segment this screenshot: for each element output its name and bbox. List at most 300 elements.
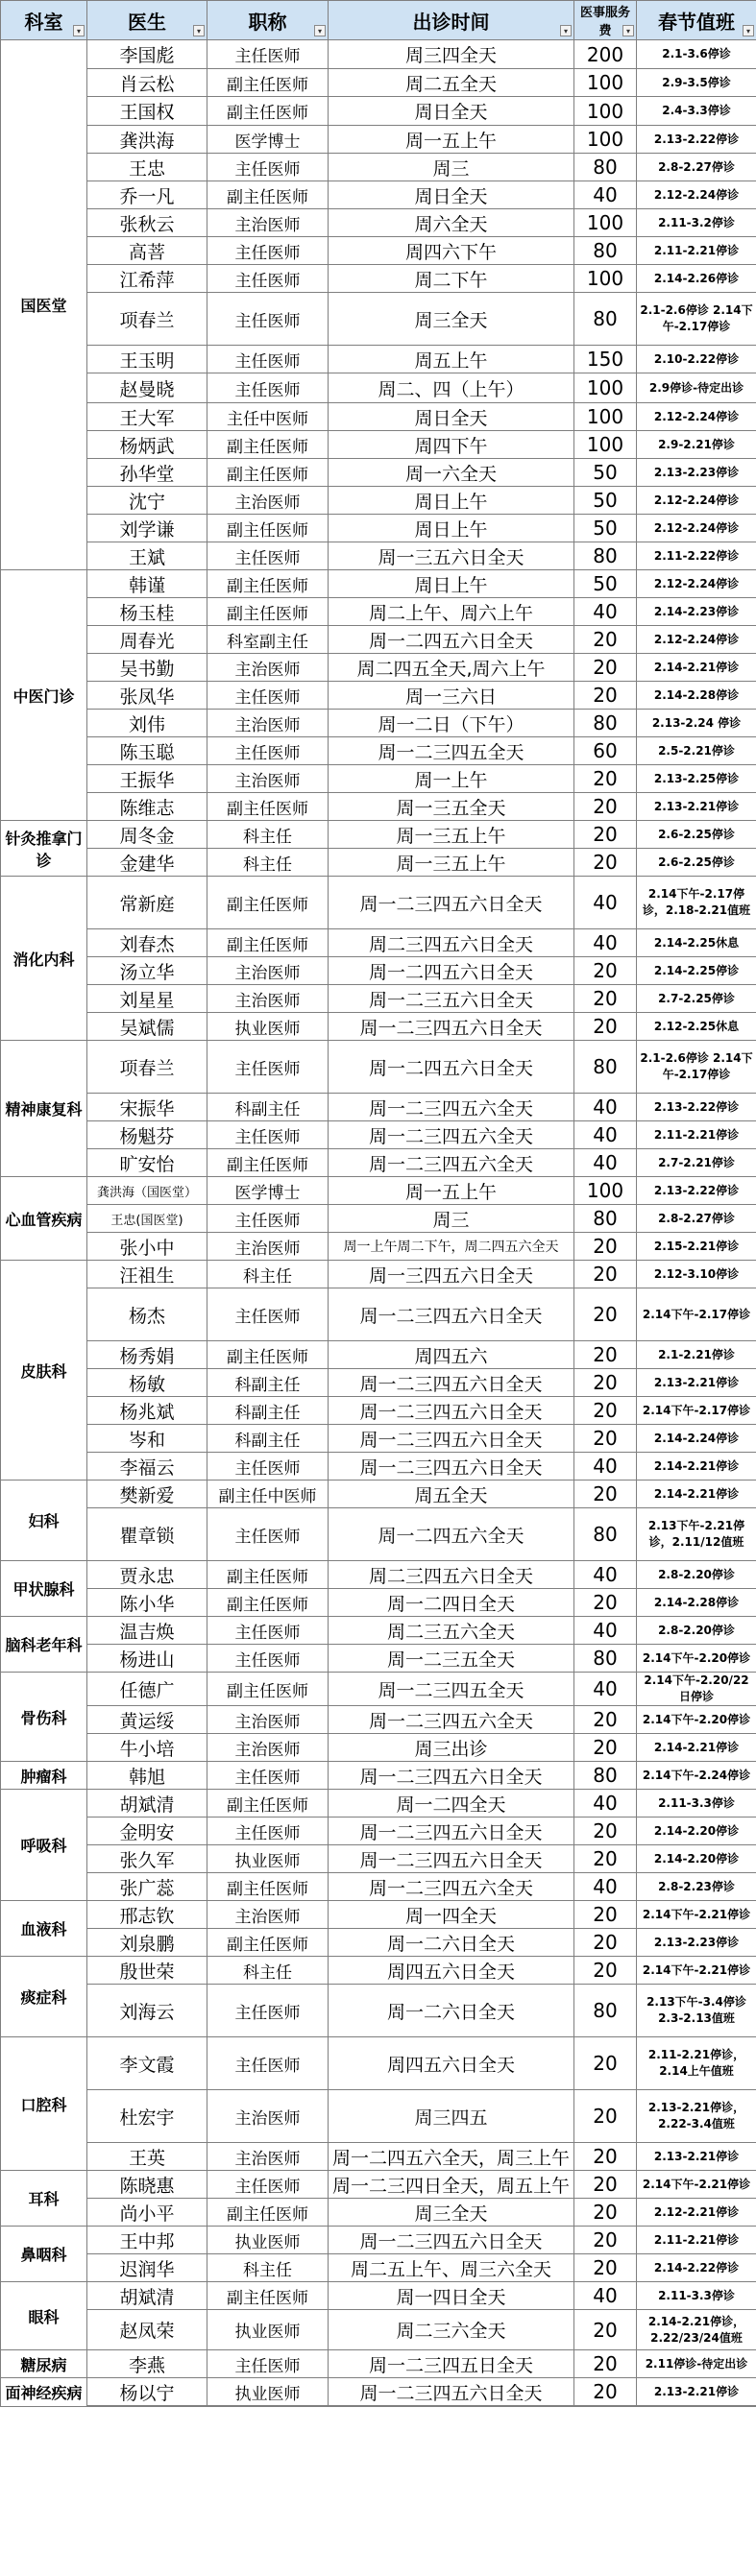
service-fee-cell: 20 xyxy=(574,1589,637,1617)
table-row xyxy=(1,2406,756,2407)
holiday-cell: 2.13-2.22停诊 xyxy=(637,1177,756,1205)
table-row xyxy=(1,957,756,985)
service-fee-cell: 20 xyxy=(574,1706,637,1734)
dropdown-filter-icon[interactable]: ▾ xyxy=(314,25,326,36)
table-row xyxy=(1,2350,756,2378)
table-row xyxy=(1,403,756,431)
clinic-time-cell: 周二五全天 xyxy=(329,69,574,97)
dropdown-filter-icon[interactable]: ▾ xyxy=(73,25,85,36)
holiday-cell: 2.9停诊-待定出诊 xyxy=(637,373,756,403)
doctor-cell: 周冬金 xyxy=(87,821,207,849)
service-fee-cell: 20 xyxy=(574,1288,637,1341)
title-cell: 副主任医师 xyxy=(207,459,329,487)
table-row xyxy=(1,849,756,877)
holiday-cell: 2.1-2.21停诊 xyxy=(637,1341,756,1369)
title-cell: 副主任医师 xyxy=(207,1929,329,1957)
clinic-time-cell: 周一二日（下午） xyxy=(329,710,574,737)
clinic-time-cell: 周一五上午 xyxy=(329,1177,574,1205)
title-cell: 主任医师 xyxy=(207,40,329,69)
clinic-time-cell: 周日全天 xyxy=(329,403,574,431)
doctor-cell: 贾永忠 xyxy=(87,1561,207,1589)
title-cell: 主治医师 xyxy=(207,957,329,985)
clinic-time-cell: 周一二三四五六全天 xyxy=(329,1706,574,1734)
table-row xyxy=(1,1453,756,1481)
doctor-cell: 王玉明 xyxy=(87,346,207,373)
table-row xyxy=(1,1041,756,1094)
title-cell: 医学博士 xyxy=(207,126,329,154)
clinic-time-cell: 周一二三四五六全天 xyxy=(329,1121,574,1149)
header-clinic-time-label: 出诊时间 xyxy=(412,10,490,34)
clinic-time-cell: 周一二三四五六日全天 xyxy=(329,1845,574,1873)
department-cell: 精神康复科 xyxy=(1,1041,87,1177)
table-row xyxy=(1,793,756,821)
holiday-cell: 2.12-2.21停诊 xyxy=(637,2199,756,2227)
department-cell: 中医门诊 xyxy=(1,570,87,821)
clinic-time-cell: 周四六下午 xyxy=(329,237,574,265)
service-fee-cell: 40 xyxy=(574,1873,637,1901)
header-holiday[interactable] xyxy=(637,1,756,40)
header-doctor[interactable] xyxy=(87,1,207,40)
department-cell: 消化内科 xyxy=(1,877,87,1041)
title-cell: 副主任中医师 xyxy=(207,1481,329,1508)
department-cell: 国医堂 xyxy=(1,40,87,570)
header-doctor-label: 医生 xyxy=(128,10,166,34)
table-row xyxy=(1,1397,756,1425)
service-fee-cell: 40 xyxy=(574,1121,637,1149)
service-fee-cell: 20 xyxy=(574,849,637,877)
title-cell: 副主任医师 xyxy=(207,1561,329,1589)
doctor-cell: 刘星星 xyxy=(87,985,207,1013)
doctor-cell: 李燕 xyxy=(87,2350,207,2378)
department-cell: 脑科老年科 xyxy=(1,1617,87,1673)
holiday-cell: 2.14-2.24停诊 xyxy=(637,1425,756,1453)
service-fee-cell: 40 xyxy=(574,181,637,209)
clinic-time-cell: 周一二四全天 xyxy=(329,1790,574,1818)
doctor-cell: 杨敏 xyxy=(87,1369,207,1397)
title-cell: 主治医师 xyxy=(207,985,329,1013)
service-fee-cell: 80 xyxy=(574,237,637,265)
table-row xyxy=(1,1177,756,1205)
service-fee-cell: 20 xyxy=(574,1845,637,1873)
doctor-cell: 牛小培 xyxy=(87,1734,207,1762)
holiday-cell: 2.12-2.24停诊 xyxy=(637,403,756,431)
title-cell: 副主任医师 xyxy=(207,1790,329,1818)
service-fee-cell: 100 xyxy=(574,1177,637,1205)
holiday-cell: 2.14-2.21停诊，2.22/23/24值班 xyxy=(637,2310,756,2350)
holiday-cell: 2.13下午-3.4停诊 2.3-2.13值班 xyxy=(637,1985,756,2037)
doctor-cell: 杨玉桂 xyxy=(87,598,207,626)
holiday-cell: 2.12-2.25休息 xyxy=(637,1013,756,1041)
service-fee-cell: 40 xyxy=(574,1617,637,1645)
title-cell: 副主任医师 xyxy=(207,1149,329,1177)
title-cell: 副主任医师 xyxy=(207,1673,329,1706)
holiday-cell: 2.11-2.21停诊 xyxy=(637,1121,756,1149)
table-row xyxy=(1,626,756,654)
doctor-cell: 李福云 xyxy=(87,1453,207,1481)
service-fee-cell: 50 xyxy=(574,459,637,487)
clinic-time-cell: 周一三五六日全天 xyxy=(329,542,574,570)
table-row xyxy=(1,654,756,682)
doctor-cell: 邢志钦 xyxy=(87,1901,207,1929)
title-cell: 主治医师 xyxy=(207,765,329,793)
holiday-cell: 2.13下午-2.21停诊，2.11/12值班 xyxy=(637,1508,756,1561)
clinic-time-cell: 周一二三四五全天 xyxy=(329,737,574,765)
doctor-cell: 王忠(国医堂) xyxy=(87,1205,207,1233)
doctor-cell: 李文霞 xyxy=(87,2037,207,2090)
service-fee-cell: 80 xyxy=(574,154,637,181)
service-fee-cell: 80 xyxy=(574,1762,637,1790)
clinic-time-cell: 周一二四五六全天 xyxy=(329,1508,574,1561)
holiday-cell: 2.1-2.6停诊 2.14下午-2.17停诊 xyxy=(637,1041,756,1094)
table-row xyxy=(1,373,756,403)
doctor-cell: 陈小华 xyxy=(87,1589,207,1617)
holiday-cell: 2.14下午-2.17停诊 xyxy=(637,1397,756,1425)
holiday-cell: 2.4-3.3停诊 xyxy=(637,97,756,126)
table-row xyxy=(1,821,756,849)
title-cell: 副主任医师 xyxy=(207,431,329,459)
doctor-cell: 金明安 xyxy=(87,1818,207,1845)
service-fee-cell: 80 xyxy=(574,710,637,737)
title-cell: 副主任医师 xyxy=(207,2199,329,2227)
title-cell: 主任医师 xyxy=(207,2171,329,2199)
doctor-cell: 杨以宁 xyxy=(87,2378,207,2406)
doctor-cell: 张久军 xyxy=(87,1845,207,1873)
table-row xyxy=(1,181,756,209)
schedule-body xyxy=(1,40,756,2407)
table-row xyxy=(1,2254,756,2282)
clinic-time-cell: 周日上午 xyxy=(329,515,574,542)
header-department[interactable] xyxy=(1,1,87,40)
service-fee-cell: 100 xyxy=(574,403,637,431)
holiday-cell: 2.13-2.23停诊 xyxy=(637,1929,756,1957)
clinic-time-cell: 周一二三四五六日全天 xyxy=(329,1762,574,1790)
title-cell: 科副主任 xyxy=(207,1094,329,1121)
title-cell: 主任医师 xyxy=(207,154,329,181)
clinic-time-cell: 周三 xyxy=(329,154,574,181)
title-cell: 科主任 xyxy=(207,1957,329,1985)
table-row xyxy=(1,737,756,765)
clinic-time-cell: 周一二三五六日全天 xyxy=(329,985,574,1013)
service-fee-cell: 20 xyxy=(574,654,637,682)
title-cell: 主治医师 xyxy=(207,1233,329,1261)
holiday-cell: 2.14-2.26停诊 xyxy=(637,265,756,293)
table-row xyxy=(1,1561,756,1589)
holiday-cell: 2.14下午-2.20/22日停诊 xyxy=(637,1673,756,1706)
title-cell: 科副主任 xyxy=(207,1397,329,1425)
doctor-cell: 王大军 xyxy=(87,403,207,431)
service-fee-cell: 200 xyxy=(574,40,637,69)
clinic-time-cell: 周二五上午、周三六全天 xyxy=(329,2254,574,2282)
dropdown-filter-icon[interactable]: ▾ xyxy=(560,25,572,36)
service-fee-cell: 20 xyxy=(574,626,637,654)
title-cell: 主任医师 xyxy=(207,2037,329,2090)
title-cell: 主治医师 xyxy=(207,2090,329,2143)
doctor-cell: 吴书勤 xyxy=(87,654,207,682)
holiday-cell: 2.13-2.23停诊 xyxy=(637,459,756,487)
service-fee-cell: 40 xyxy=(574,1673,637,1706)
dropdown-filter-icon[interactable]: ▾ xyxy=(743,25,754,36)
clinic-time-cell: 周一二三四五六日全天 xyxy=(329,2227,574,2254)
table-row xyxy=(1,1645,756,1673)
service-fee-cell: 20 xyxy=(574,1425,637,1453)
doctor-cell: 王国权 xyxy=(87,97,207,126)
clinic-time-cell: 周二上午、周六上午 xyxy=(329,598,574,626)
title-cell: 科主任 xyxy=(207,849,329,877)
department-cell: 耳科 xyxy=(1,2171,87,2227)
table-row xyxy=(1,2090,756,2143)
doctor-cell: 樊新爱 xyxy=(87,1481,207,1508)
service-fee-cell: 40 xyxy=(574,1453,637,1481)
table-row xyxy=(1,1790,756,1818)
doctor-cell: 温吉焕 xyxy=(87,1617,207,1645)
doctor-cell: 殷世荣 xyxy=(87,1957,207,1985)
holiday-cell: 2.14下午-2.20停诊 xyxy=(637,1706,756,1734)
service-fee-cell: 20 xyxy=(574,1818,637,1845)
holiday-cell: 2.11-2.22停诊 xyxy=(637,542,756,570)
clinic-time-cell: 周二三四五六日全天 xyxy=(329,929,574,957)
department-cell: 面神经疾病 xyxy=(1,2378,87,2407)
holiday-cell: 2.14下午-2.24停诊 xyxy=(637,1762,756,1790)
title-cell: 主任医师 xyxy=(207,1762,329,1790)
title-cell: 主任医师 xyxy=(207,1041,329,1094)
service-fee-cell: 20 xyxy=(574,821,637,849)
service-fee-cell: 40 xyxy=(574,598,637,626)
header-clinic-time[interactable] xyxy=(329,1,574,40)
holiday-cell: 2.8-2.20停诊 xyxy=(637,1561,756,1589)
clinic-time-cell: 周一二三四五六日全天 xyxy=(329,1369,574,1397)
clinic-time-cell: 周一四日全天 xyxy=(329,2282,574,2310)
clinic-time-cell: 周五上午 xyxy=(329,346,574,373)
holiday-cell: 2.9-2.21停诊 xyxy=(637,431,756,459)
doctor-cell: 王斌 xyxy=(87,542,207,570)
doctor-cell: 肖云松 xyxy=(87,69,207,97)
service-fee-cell: 20 xyxy=(574,1481,637,1508)
holiday-cell: 2.14-2.28停诊 xyxy=(637,1589,756,1617)
table-row xyxy=(1,1734,756,1762)
clinic-time-cell: 周一二三五全天 xyxy=(329,1645,574,1673)
doctor-cell: 金建华 xyxy=(87,849,207,877)
doctor-cell: 常新庭 xyxy=(87,877,207,929)
holiday-cell: 2.11-3.3停诊 xyxy=(637,2282,756,2310)
doctor-cell: 尚小平 xyxy=(87,2199,207,2227)
service-fee-cell: 100 xyxy=(574,126,637,154)
table-row xyxy=(1,2282,756,2310)
clinic-time-cell: 周二三四五六日全天 xyxy=(329,1561,574,1589)
holiday-cell: 2.7-2.25停诊 xyxy=(637,985,756,1013)
holiday-cell: 2.12-2.24停诊 xyxy=(637,181,756,209)
doctor-cell: 王振华 xyxy=(87,765,207,793)
service-fee-cell: 100 xyxy=(574,431,637,459)
clinic-time-cell: 周一二三四五六日全天 xyxy=(329,1288,574,1341)
table-row xyxy=(1,265,756,293)
clinic-time-cell: 周日全天 xyxy=(329,181,574,209)
table-row xyxy=(1,682,756,710)
clinic-time-cell: 周四五六日全天 xyxy=(329,1957,574,1985)
holiday-cell: 2.11-2.21停诊 xyxy=(637,2227,756,2254)
doctor-cell: 杨进山 xyxy=(87,1645,207,1673)
title-cell: 主任医师 xyxy=(207,2350,329,2378)
holiday-cell: 2.11-2.21停诊 xyxy=(637,237,756,265)
table-row xyxy=(1,2199,756,2227)
department-cell: 糖尿病 xyxy=(1,2350,87,2378)
holiday-cell: 2.11停诊-待定出诊 xyxy=(637,2350,756,2378)
clinic-time-cell: 周一二三四日全天，周五上午 xyxy=(329,2171,574,2199)
service-fee-cell: 20 xyxy=(574,1369,637,1397)
table-row xyxy=(1,1369,756,1397)
holiday-cell: 2.15-2.21停诊 xyxy=(637,1233,756,1261)
holiday-cell: 2.14-2.20停诊 xyxy=(637,1845,756,1873)
service-fee-cell: 20 xyxy=(574,793,637,821)
doctor-cell: 王英 xyxy=(87,2143,207,2171)
holiday-cell: 2.14下午-2.17停诊，2.18-2.21值班 xyxy=(637,877,756,929)
service-fee-cell: 20 xyxy=(574,2310,637,2350)
table-row xyxy=(1,1673,756,1706)
holiday-cell: 2.1-2.6停诊 2.14下午-2.17停诊 xyxy=(637,293,756,346)
clinic-time-cell: 周日上午 xyxy=(329,570,574,598)
clinic-time-cell: 周二、四（上午） xyxy=(329,373,574,403)
table-row xyxy=(1,69,756,97)
title-cell: 副主任医师 xyxy=(207,69,329,97)
doctor-cell: 刘春杰 xyxy=(87,929,207,957)
table-row xyxy=(1,126,756,154)
clinic-time-cell: 周一二六日全天 xyxy=(329,1929,574,1957)
clinic-time-cell: 周一三五全天 xyxy=(329,793,574,821)
table-row xyxy=(1,1762,756,1790)
title-cell: 主任中医师 xyxy=(207,403,329,431)
dropdown-filter-icon[interactable]: ▾ xyxy=(193,25,205,36)
header-title[interactable] xyxy=(207,1,329,40)
title-cell: 主任医师 xyxy=(207,1617,329,1645)
title-cell: 副主任医师 xyxy=(207,793,329,821)
table-row xyxy=(1,1617,756,1645)
doctor-cell: 汤立华 xyxy=(87,957,207,985)
service-fee-cell: 20 xyxy=(574,2199,637,2227)
title-cell: 副主任医师 xyxy=(207,598,329,626)
holiday-cell: 2.13-2.21停诊 xyxy=(637,1369,756,1397)
title-cell: 副主任医师 xyxy=(207,1589,329,1617)
title-cell: 主治医师 xyxy=(207,1901,329,1929)
doctor-cell: 王中邦 xyxy=(87,2227,207,2254)
holiday-cell: 2.14-2.21停诊 xyxy=(637,654,756,682)
clinic-time-cell: 周一四全天 xyxy=(329,1901,574,1929)
doctor-cell: 王忠 xyxy=(87,154,207,181)
title-cell: 科副主任 xyxy=(207,1369,329,1397)
service-fee-cell: 50 xyxy=(574,570,637,598)
department-cell: 痰症科 xyxy=(1,1957,87,2037)
service-fee-cell: 80 xyxy=(574,1041,637,1094)
table-row xyxy=(1,1288,756,1341)
doctor-cell: 沈宁 xyxy=(87,487,207,515)
table-row xyxy=(1,877,756,929)
doctor-cell: 刘伟 xyxy=(87,710,207,737)
table-row xyxy=(1,1425,756,1453)
service-fee-cell xyxy=(574,2406,637,2407)
header-department-label: 科室 xyxy=(24,10,63,34)
title-cell: 科副主任 xyxy=(207,1425,329,1453)
title-cell: 副主任医师 xyxy=(207,1341,329,1369)
holiday-cell: 2.14-2.25休息 xyxy=(637,929,756,957)
clinic-time-cell: 周三 xyxy=(329,1205,574,1233)
service-fee-cell: 80 xyxy=(574,1645,637,1673)
table-row xyxy=(1,1149,756,1177)
title-cell: 主任医师 xyxy=(207,1453,329,1481)
table-row xyxy=(1,1205,756,1233)
title-cell: 主任医师 xyxy=(207,1121,329,1149)
table-row xyxy=(1,40,756,69)
doctor-cell: 高菩 xyxy=(87,237,207,265)
table-row xyxy=(1,1929,756,1957)
title-cell: 执业医师 xyxy=(207,1845,329,1873)
title-cell: 主治医师 xyxy=(207,1706,329,1734)
dropdown-filter-icon[interactable]: ▾ xyxy=(622,25,634,36)
service-fee-cell: 80 xyxy=(574,293,637,346)
table-row xyxy=(1,1508,756,1561)
service-fee-cell: 20 xyxy=(574,2350,637,2378)
clinic-time-cell: 周四五六日全天 xyxy=(329,2037,574,2090)
clinic-time-cell: 周一三六日 xyxy=(329,682,574,710)
holiday-cell: 2.7-2.21停诊 xyxy=(637,1149,756,1177)
holiday-cell: 2.14下午-2.21停诊 xyxy=(637,1901,756,1929)
holiday-cell: 2.12-2.24停诊 xyxy=(637,487,756,515)
doctor-cell: 宋振华 xyxy=(87,1094,207,1121)
service-fee-cell: 150 xyxy=(574,346,637,373)
doctor-cell: 韩谨 xyxy=(87,570,207,598)
clinic-time-cell: 周一二四五六日全天 xyxy=(329,1041,574,1094)
holiday-cell: 2.14-2.22停诊 xyxy=(637,2254,756,2282)
title-cell: 主治医师 xyxy=(207,209,329,237)
header-service-fee-label: 医事服务费 xyxy=(579,6,630,38)
holiday-cell: 2.13-2.22停诊 xyxy=(637,1094,756,1121)
service-fee-cell: 20 xyxy=(574,1734,637,1762)
clinic-time-cell: 周三四五 xyxy=(329,2090,574,2143)
clinic-time-cell: 周四五六 xyxy=(329,1341,574,1369)
department-cell: 眼科 xyxy=(1,2282,87,2350)
service-fee-cell: 20 xyxy=(574,2143,637,2171)
title-cell: 副主任医师 xyxy=(207,929,329,957)
header-service-fee[interactable] xyxy=(574,1,637,40)
holiday-cell: 2.14-2.23停诊 xyxy=(637,598,756,626)
doctor-cell: 黄运绥 xyxy=(87,1706,207,1734)
service-fee-cell: 40 xyxy=(574,877,637,929)
service-fee-cell: 20 xyxy=(574,1341,637,1369)
title-cell: 副主任医师 xyxy=(207,570,329,598)
clinic-time-cell: 周一三五上午 xyxy=(329,849,574,877)
table-row xyxy=(1,2037,756,2090)
holiday-cell: 2.11-3.2停诊 xyxy=(637,209,756,237)
service-fee-cell: 40 xyxy=(574,929,637,957)
holiday-cell: 2.8-2.27停诊 xyxy=(637,154,756,181)
clinic-time-cell: 周一二三四五六日全天 xyxy=(329,1425,574,1453)
doctor-cell: 孙华堂 xyxy=(87,459,207,487)
title-cell: 主治医师 xyxy=(207,1734,329,1762)
table-row xyxy=(1,1706,756,1734)
holiday-cell: 2.14-2.20停诊 xyxy=(637,1818,756,1845)
table-row xyxy=(1,431,756,459)
holiday-cell: 2.14下午-2.21停诊 xyxy=(637,2171,756,2199)
department-cell: 妇科 xyxy=(1,1481,87,1561)
service-fee-cell: 20 xyxy=(574,985,637,1013)
clinic-time-cell: 周一二四日全天 xyxy=(329,1589,574,1617)
table-row xyxy=(1,237,756,265)
title-cell: 科主任 xyxy=(207,821,329,849)
title-cell xyxy=(207,2406,329,2407)
title-cell: 主任医师 xyxy=(207,1205,329,1233)
title-cell: 主任医师 xyxy=(207,1985,329,2037)
service-fee-cell: 20 xyxy=(574,1013,637,1041)
title-cell: 主任医师 xyxy=(207,293,329,346)
clinic-time-cell: 周二四五全天,周六上午 xyxy=(329,654,574,682)
table-row xyxy=(1,2227,756,2254)
